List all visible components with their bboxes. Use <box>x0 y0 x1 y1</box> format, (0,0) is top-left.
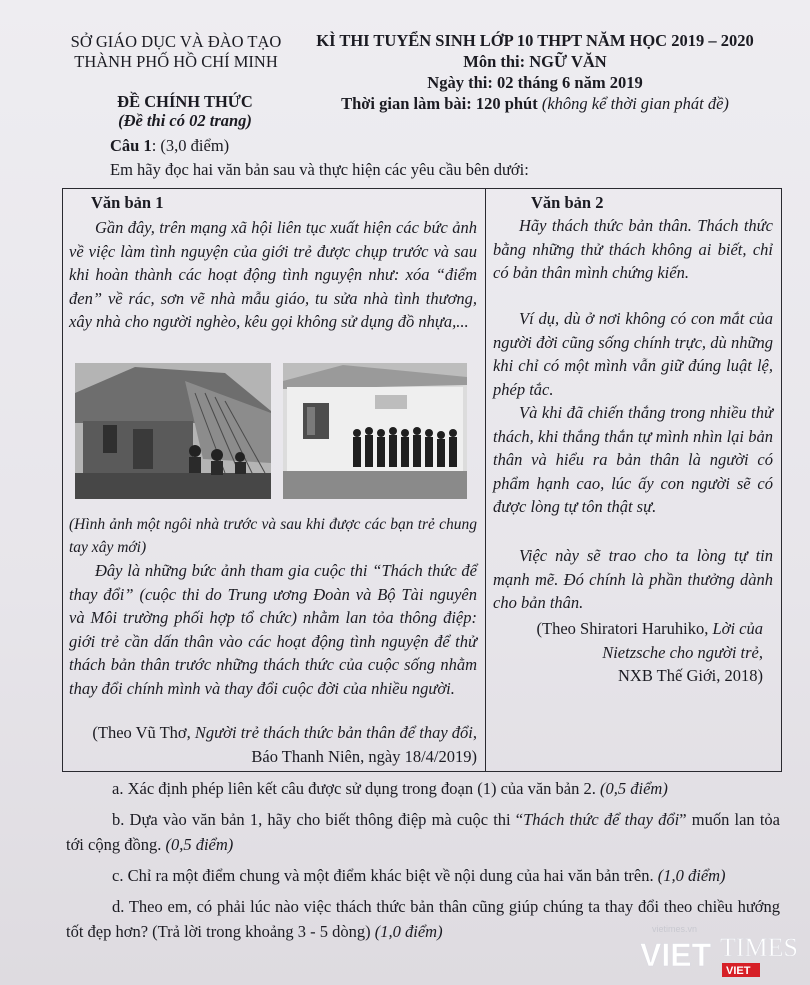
sub-question-a-text: a. Xác định phép liên kết câu được sử dụng trong đoạn (1) của văn bản 2. <box>112 779 601 798</box>
old-house-picture <box>75 363 271 499</box>
sub-question-b-points: (0,5 điểm) <box>165 835 234 854</box>
department-line-1: SỞ GIÁO DỤC VÀ ĐÀO TẠO <box>70 32 282 51</box>
official-title: ĐỀ CHÍNH THỨC <box>117 92 253 111</box>
exam-header <box>300 30 770 114</box>
text-2-paragraph-1: Hãy thách thức bản thân. Thách thức bằng những thử thách không ai biết, chỉ có bản thân mình chứng kiến. <box>493 216 773 282</box>
new-house-picture <box>283 363 467 499</box>
watermark-brand-b: TIMES <box>720 933 798 962</box>
official-label <box>90 92 280 130</box>
department-line-2: THÀNH PHỐ HỒ CHÍ MINH <box>74 52 278 71</box>
photo-old-house <box>75 363 271 499</box>
text-2-source <box>493 617 763 688</box>
exam-subject: Môn thi: NGỮ VĂN <box>463 52 607 71</box>
photo-caption: (Hình ảnh một ngôi nhà trước và sau khi được các bạn trẻ chung tay xây mới) <box>69 516 477 556</box>
watermark-url: vietimes.vn <box>652 924 698 934</box>
exam-title: KÌ THI TUYỂN SINH LỚP 10 THPT NĂM HỌC 2019 – 2020 <box>316 31 754 50</box>
text-1-source-title: Người trẻ thách thức bản thân để thay đổi <box>194 723 473 742</box>
text-1-source-comma: , <box>472 723 477 742</box>
question-1-heading <box>110 136 229 156</box>
viettimes-logo <box>638 930 808 980</box>
sub-question-b <box>66 807 780 857</box>
sub-question-b-text-a: b. Dựa vào văn bản 1, hãy cho biết thông điệp mà cuộc thi “ <box>112 810 524 829</box>
text-1-paragraph-1: Gần đây, trên mạng xã hội liên tục xuất hiện các bức ảnh về việc làm tình nguyện của giới trẻ được chụp trước và sau khi hoàn thành các hoạt động tình nguyện như: xóa “điểm đen” về rác, sơn vẽ nhà mẫu giáo, tu sửa nhà tình thương, xây nhà cho người nghèo, kêu gọi không sử dụng đồ nhựa,... <box>69 218 477 331</box>
text-2-source-publisher: NXB Thế Giới, 2018) <box>618 666 763 685</box>
sub-question-c-text: c. Chỉ ra một điểm chung và một điểm khác biệt về nội dung của hai văn bản trên. <box>112 866 658 885</box>
column-divider <box>485 189 486 771</box>
text-1-source <box>69 721 477 768</box>
exam-duration-note: (không kể thời gian phát đề) <box>541 94 729 113</box>
photo-new-house <box>283 363 467 499</box>
reading-texts-table <box>62 188 782 772</box>
sub-question-b-contest-name: Thách thức để thay đổi <box>523 810 680 829</box>
sub-question-d-points: (1,0 điểm) <box>374 922 443 941</box>
text-2-title: Văn bản 2 <box>531 193 604 212</box>
text-2-source-comma: , <box>758 642 763 662</box>
text-2-source-title: Lời của Nietzsche cho người trẻ <box>602 619 763 662</box>
exam-date: Ngày thi: 02 tháng 6 năm 2019 <box>427 73 643 92</box>
department-header <box>56 32 296 72</box>
text-1-source-author: (Theo Vũ Thơ, <box>92 723 195 742</box>
text-1-title: Văn bản 1 <box>91 193 164 212</box>
text-1-source-publisher: Báo Thanh Niên, ngày 18/4/2019) <box>251 746 477 766</box>
text-2-paragraph-3: Và khi đã chiến thắng trong nhiều thử thách, khi thắng thắn tự mình nhìn lại bản thân và hiểu ra bản thân là người có phẩm hạnh cao, lúc ấy con người sẽ có được lòng tự tôn thật sự. <box>493 403 773 516</box>
question-1-intro: Em hãy đọc hai văn bản sau và thực hiện các yêu cầu bên dưới: <box>110 160 529 179</box>
pages-note: (Đề thi có 02 trang) <box>118 111 252 130</box>
text-2-paragraph-2: Ví dụ, dù ở nơi không có con mắt của người đời cũng sống chính trực, dù những khi chỉ có một mình vẫn giữ đúng luật lệ, phép tắc. <box>493 309 773 399</box>
exam-duration <box>300 93 770 114</box>
sub-question-d-text: d. Theo em, có phải lúc nào việc thách thức bản thân cũng giúp chúng ta thay đổi theo chiều hướng tốt đẹp hơn? (Trả lời trong khoảng 3 - 5 dòng) <box>66 897 780 941</box>
text-1-paragraph-2: Đây là những bức ảnh tham gia cuộc thi “Thách thức để thay đổi” (cuộc thi do Trung ương Đoàn và Bộ Tài nguyên và Môi trường phối hợp tổ chức) nhằm lan tỏa thông điệp: giới trẻ cần dấn thân vào các hoạt động tình nguyện để thử thách bản thân trước những thách thức của cuộc sống nhằm thay đổi chính mình và thay đổi cuộc đời của nhiều người. <box>69 561 477 698</box>
sub-question-c-points: (1,0 điểm) <box>657 866 726 885</box>
sub-question-c <box>66 863 780 888</box>
question-1-points: : (3,0 điểm) <box>151 136 230 155</box>
question-1-label: Câu 1 <box>110 136 152 155</box>
sub-question-a <box>66 776 780 801</box>
text-2-paragraph-4: Việc này sẽ trao cho ta lòng tự tin mạnh mẽ. Đó chính là phần thưởng dành cho bản thân. <box>493 546 773 612</box>
photo-pair <box>75 363 467 499</box>
watermark-brand-a: VIET <box>640 937 712 973</box>
sub-question-a-points: (0,5 điểm) <box>600 779 668 798</box>
watermark-badge: VIET <box>726 965 751 977</box>
sub-question-b-text-b: ” muốn lan tỏa tới cộng đồng. <box>66 810 780 854</box>
exam-duration-text: Thời gian làm bài: 120 phút <box>341 94 538 113</box>
text-2-source-author: (Theo Shiratori Haruhiko, <box>536 619 713 638</box>
